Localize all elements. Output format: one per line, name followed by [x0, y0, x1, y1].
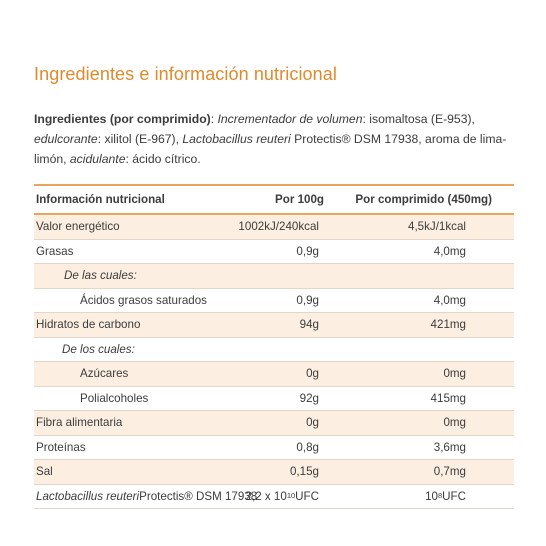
ingredients-paragraph [34, 109, 514, 169]
ufc-base: 10 [425, 489, 438, 503]
row-per-tablet: 0,7mg [433, 465, 466, 479]
table-row [34, 289, 514, 314]
ingredient-text: : xilitol (E-967), [97, 132, 183, 146]
row-per-100g: 0,8g [296, 440, 319, 454]
header-per-100g: Por 100g [275, 193, 324, 206]
row-per-tablet: 0mg [443, 367, 466, 381]
row-per-100g: 0,9g [296, 293, 319, 307]
table-row [34, 460, 514, 485]
table-row [34, 264, 514, 289]
ingredient-text: : ácido cítrico. [125, 152, 201, 166]
row-per-tablet: 4,0mg [433, 244, 466, 258]
row-per-100g: 2,2 x 10 10 UFC [245, 489, 319, 503]
row-name: De las cuales: [64, 269, 137, 283]
row-per-100g: 0,15g [289, 465, 319, 479]
species-name: Lactobacillus reuteri [36, 489, 140, 503]
ingredient-role: Incrementador de volumen [217, 112, 363, 126]
header-nutrition-info: Información nutricional [36, 193, 165, 206]
table-row [34, 240, 514, 265]
row-name: Grasas [36, 244, 74, 258]
row-per-100g: 0g [306, 416, 319, 430]
row-name: Hidratos de carbono [36, 318, 141, 332]
text-separator: : [210, 112, 218, 126]
table-row [34, 362, 514, 387]
row-per-100g: 1002kJ/240kcal [238, 220, 319, 234]
table-row [34, 436, 514, 461]
ingredients-label: Ingredientes (por comprimido) [34, 112, 211, 126]
ingredient-role: acidulante [69, 152, 126, 166]
row-per-tablet: 4,0mg [433, 293, 466, 307]
row-per-100g: 0g [306, 367, 319, 381]
table-row [34, 313, 514, 338]
row-name: Azúcares [80, 367, 129, 381]
row-name: Valor energético [36, 220, 120, 234]
row-name: Proteínas [36, 440, 86, 454]
header-per-tablet: Por comprimido (450mg) [355, 193, 492, 206]
strain-name: Protectis® DSM 17938 [139, 489, 258, 503]
row-per-tablet: 4,5kJ/1kcal [408, 220, 466, 234]
ufc-unit: UFC [295, 489, 319, 503]
row-name: Polialcoholes [80, 391, 149, 405]
ufc-base: 2,2 x 10 [245, 489, 287, 503]
row-per-100g: 0,9g [296, 244, 319, 258]
ingredient-role: edulcorante [34, 132, 98, 146]
row-per-tablet: 421mg [430, 318, 466, 332]
nutrition-table [34, 184, 514, 509]
ufc-unit: UFC [442, 489, 466, 503]
row-per-tablet: 3,6mg [433, 440, 466, 454]
table-header-row [34, 186, 514, 215]
ingredient-text: Protectis® DSM 17938, aroma de lima-limón, [34, 132, 507, 166]
ingredient-text: : isomaltosa (E-953), [362, 112, 475, 126]
table-row [34, 411, 514, 436]
table-row [34, 215, 514, 240]
row-per-tablet: 10 8 UFC [425, 489, 466, 503]
row-name: Sal [36, 465, 53, 479]
row-per-tablet: 415mg [430, 391, 466, 405]
table-row [34, 338, 514, 363]
row-name: Fibra alimentaria [36, 416, 123, 430]
table-row [34, 485, 514, 510]
row-name: De los cuales: [62, 342, 135, 356]
row-per-100g: 94g [299, 318, 319, 332]
page-title: Ingredientes e información nutricional [34, 64, 337, 84]
row-name [36, 485, 257, 509]
row-name: Ácidos grasos saturados [80, 293, 207, 307]
ingredient-species: Lactobacillus reuteri [182, 132, 291, 146]
row-per-tablet: 0mg [443, 416, 466, 430]
row-per-100g: 92g [299, 391, 319, 405]
table-row [34, 387, 514, 412]
